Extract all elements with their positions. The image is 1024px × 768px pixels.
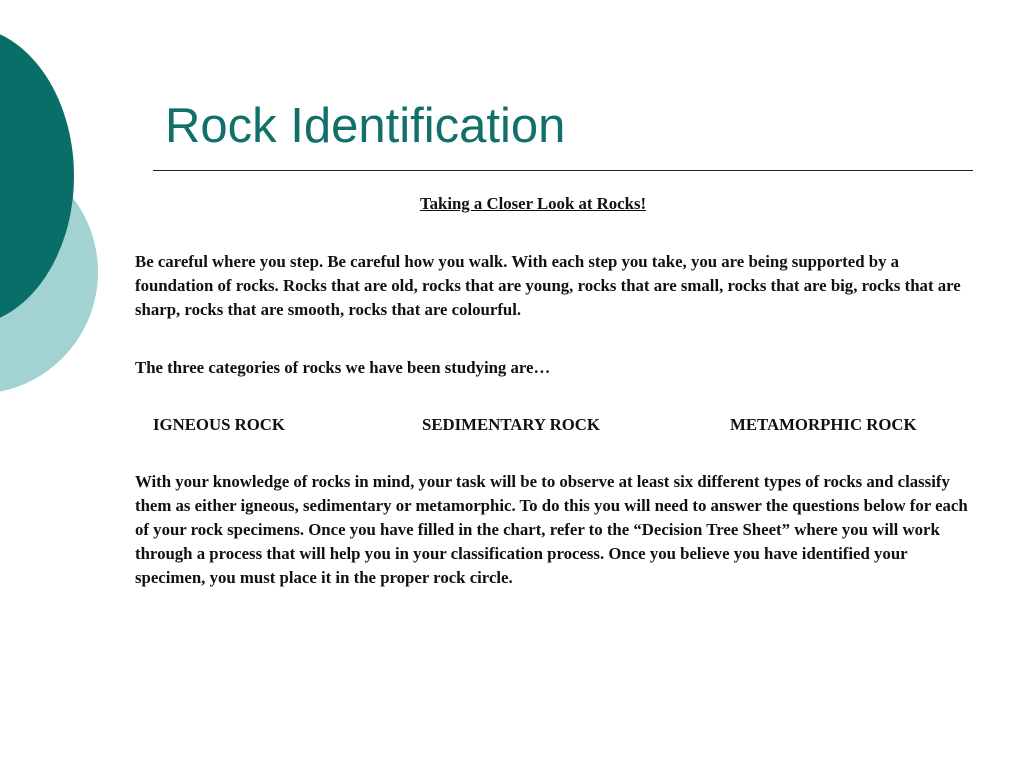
categories-intro: The three categories of rocks we have been studying are… [135,358,551,377]
rock-categories [135,413,973,437]
intro-paragraph: Be careful where you step. Be careful how you walk. With each step you take, you are being supported by a foundation of rocks. Rocks that are old, rocks that are young, rocks that are small, rocks that are big, rocks that are sharp, rocks that are smooth, rocks that are colourful. [135,252,961,319]
slide-title: Rock Identification [165,99,566,153]
category-igneous: IGNEOUS ROCK [153,415,285,434]
category-metamorphic: METAMORPHIC ROCK [730,415,917,434]
slide-subtitle: Taking a Closer Look at Rocks! [419,194,647,213]
title-divider [153,170,973,171]
category-sedimentary: SEDIMENTARY ROCK [422,415,600,434]
slide-body [135,192,973,587]
task-paragraph: With your knowledge of rocks in mind, your task will be to observe at least six different types of rocks and classify them as either igneous, sedimentary or metamorphic. To do this you will need to answer the questions below for each of your rock specimens. Once you have filled in the chart, refer to the “Decision Tree Sheet” where you will work through a process that will help you in your classification process. Once you believe you have identified your specimen, you must place it in the proper rock circle. [135,472,968,587]
